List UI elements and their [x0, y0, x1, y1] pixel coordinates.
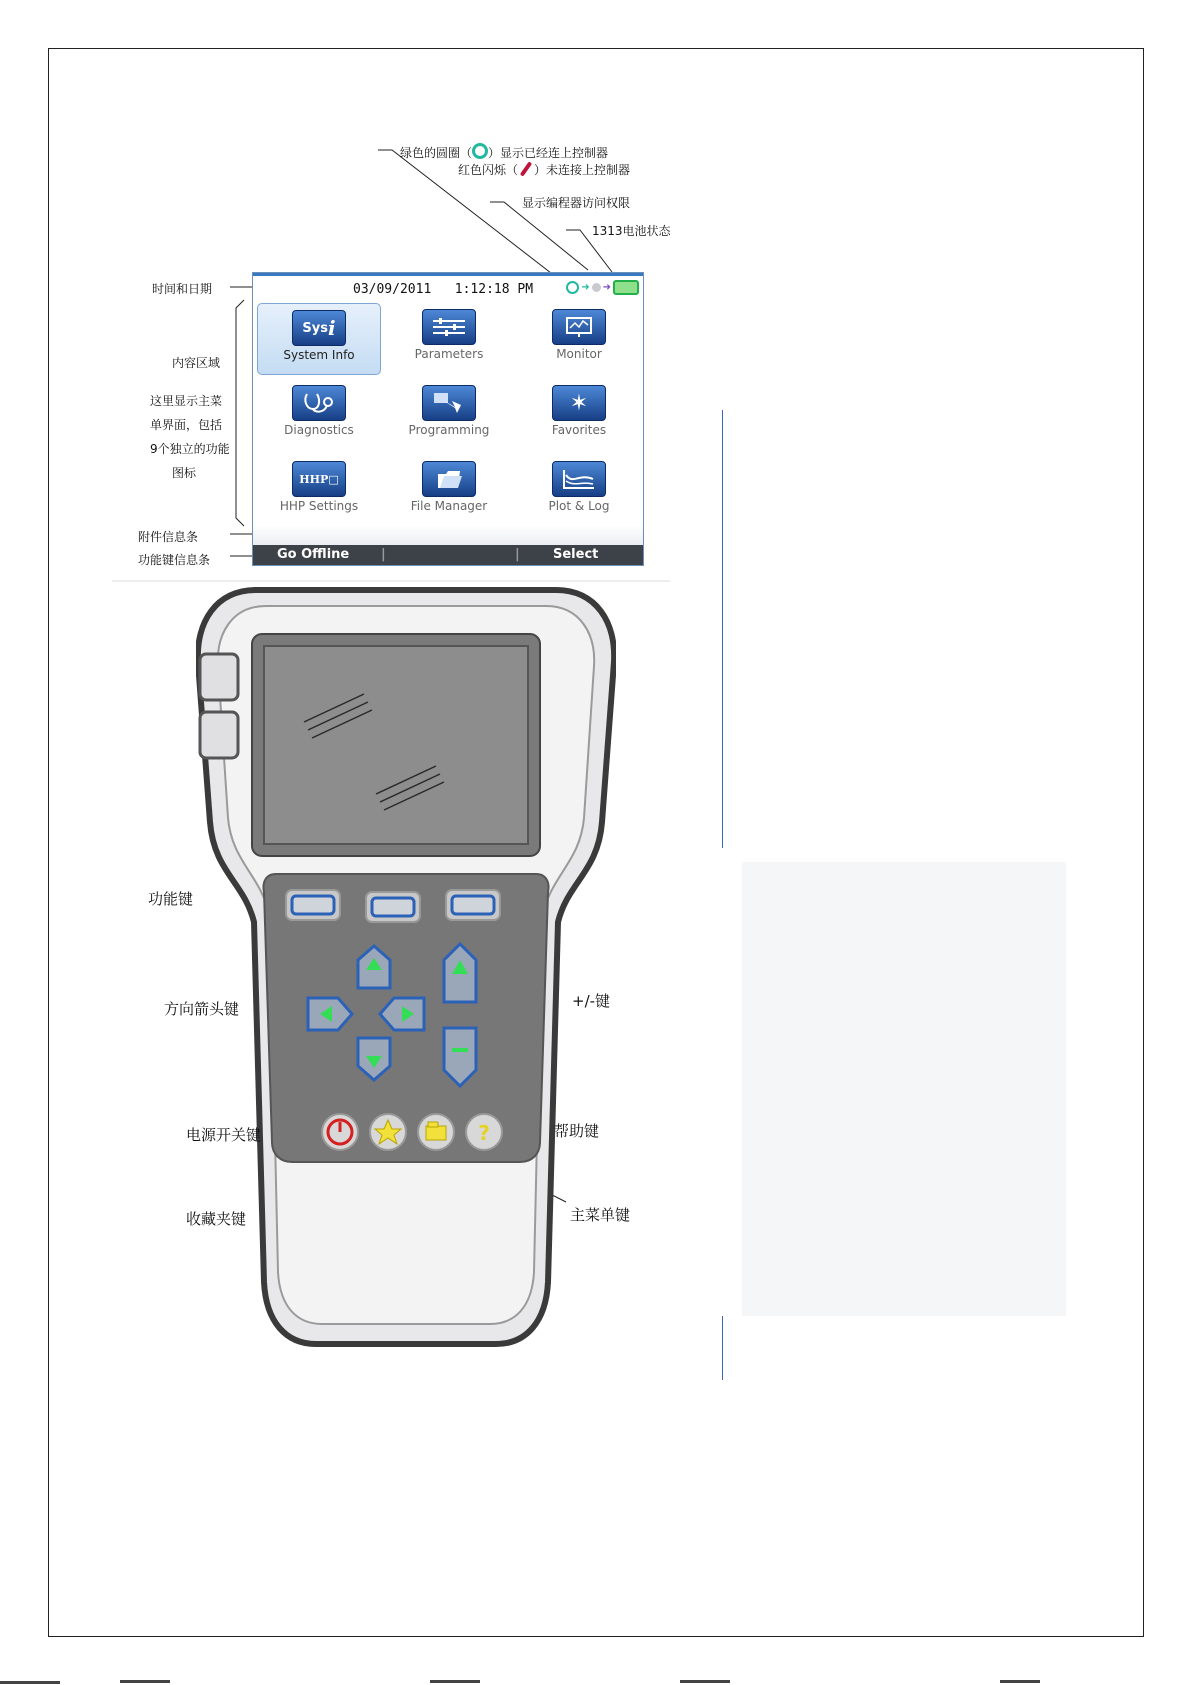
hhp-settings-icon: HHP□	[292, 461, 346, 497]
annotation-arrow-keys: 方向箭头键	[164, 1000, 240, 1018]
tile-label: Monitor	[556, 347, 602, 361]
tile-favorites[interactable]	[517, 379, 641, 451]
tile-label: File Manager	[410, 499, 488, 513]
annotation-content-desc-4: 图标	[172, 466, 197, 480]
arrow-right-icon: ➜	[581, 282, 590, 293]
connection-icon	[566, 281, 579, 294]
annotation-content-desc-3: 9个独立的功能	[150, 442, 230, 456]
main-menu-key	[418, 1114, 454, 1150]
star-icon: ✶	[552, 385, 606, 421]
handheld-programmer	[196, 582, 616, 1352]
tile-label: HHP Settings	[279, 499, 359, 513]
main-menu-grid	[257, 303, 641, 523]
annotation-connected: 绿色的圆圈（ ）显示已经连上控制器	[400, 143, 608, 161]
tile-plot-log[interactable]	[517, 455, 641, 527]
monitor-glyph	[564, 316, 594, 338]
battery-icon	[613, 280, 639, 295]
softkey-select[interactable]: Select	[553, 547, 599, 562]
blank-panel	[742, 862, 1066, 1316]
bottom-scan-marks	[0, 1680, 1192, 1685]
tile-diagnostics[interactable]	[257, 379, 381, 451]
svg-text:?: ?	[478, 1121, 490, 1145]
stethoscope-icon	[292, 385, 346, 421]
tile-programming[interactable]	[387, 379, 511, 451]
date-time	[353, 282, 533, 297]
side-port-bottom	[200, 712, 238, 758]
softkey-divider: |	[381, 547, 386, 562]
tile-parameters[interactable]	[387, 303, 511, 375]
vertical-rule-upper	[722, 410, 723, 848]
tile-monitor[interactable]	[517, 303, 641, 375]
key-icon	[592, 283, 601, 292]
tile-file-manager[interactable]	[387, 455, 511, 527]
programming-glyph	[431, 391, 467, 415]
attachment-info-bar	[253, 525, 643, 545]
function-key-2	[372, 898, 414, 916]
status-bar	[253, 273, 643, 299]
function-key-3	[452, 896, 494, 914]
status-icons	[566, 280, 639, 295]
power-key	[322, 1114, 358, 1150]
sliders-glyph	[431, 316, 467, 338]
folder-glyph	[434, 468, 464, 490]
vertical-rule-lower	[722, 1316, 723, 1380]
softkey-go-offline[interactable]: Go Offline	[277, 547, 350, 562]
side-port-top	[200, 654, 238, 700]
access-arrow-icon: ➜	[602, 282, 611, 293]
annotation-main-menu-key: 主菜单键	[570, 1206, 631, 1224]
time-text: 1:12:18 PM	[454, 282, 534, 297]
annotation-disconnected: 红色闪烁（ ）未连接上控制器	[458, 163, 631, 177]
annotation-help-key: 帮助键	[554, 1122, 600, 1140]
date-text: 03/09/2011	[353, 282, 432, 297]
favorites-key	[370, 1114, 406, 1150]
chart-icon	[552, 461, 606, 497]
device-lcd	[264, 646, 528, 844]
plot-glyph	[561, 467, 597, 491]
tile-system-info[interactable]	[257, 303, 381, 375]
annotation-favorites-key: 收藏夹键	[186, 1210, 247, 1228]
annotation-battery: 1313电池状态	[592, 224, 671, 238]
help-key	[466, 1114, 502, 1150]
tile-label: System Info	[283, 348, 355, 362]
annotation-content-desc-1: 这里显示主菜	[150, 394, 223, 408]
annotation-access-level: 显示编程器访问权限	[522, 196, 631, 210]
red-slash-icon	[520, 161, 532, 176]
annotation-power-key: 电源开关键	[186, 1126, 262, 1144]
tile-label: Favorites	[551, 423, 607, 437]
annotation-content-area: 内容区域	[172, 356, 221, 370]
annotation-time-date: 时间和日期	[152, 282, 213, 296]
tile-hhp-settings[interactable]	[257, 455, 381, 527]
system-info-icon: Sys i	[292, 310, 346, 346]
tile-label: Diagnostics	[284, 423, 354, 437]
download-arrow-icon	[422, 385, 476, 421]
monitor-icon	[552, 309, 606, 345]
green-circle-icon	[472, 143, 488, 159]
annotation-function-key-bar: 功能键信息条	[138, 553, 211, 567]
function-key-1	[292, 896, 334, 914]
folder-icon	[422, 461, 476, 497]
annotation-plus-minus-keys: +/-键	[572, 992, 611, 1010]
tile-label: Parameters	[414, 347, 484, 361]
tile-label: Programming	[408, 423, 490, 437]
sliders-icon	[422, 309, 476, 345]
annotation-function-keys: 功能键	[148, 890, 194, 908]
function-key-bar	[253, 545, 643, 565]
annotation-content-desc-2: 单界面，包括	[150, 418, 223, 432]
device-screen	[252, 272, 644, 566]
softkey-divider: |	[515, 547, 520, 562]
stethoscope-glyph	[301, 391, 337, 415]
tile-label: Plot & Log	[548, 499, 610, 513]
annotation-attachment-bar: 附件信息条	[138, 530, 199, 544]
